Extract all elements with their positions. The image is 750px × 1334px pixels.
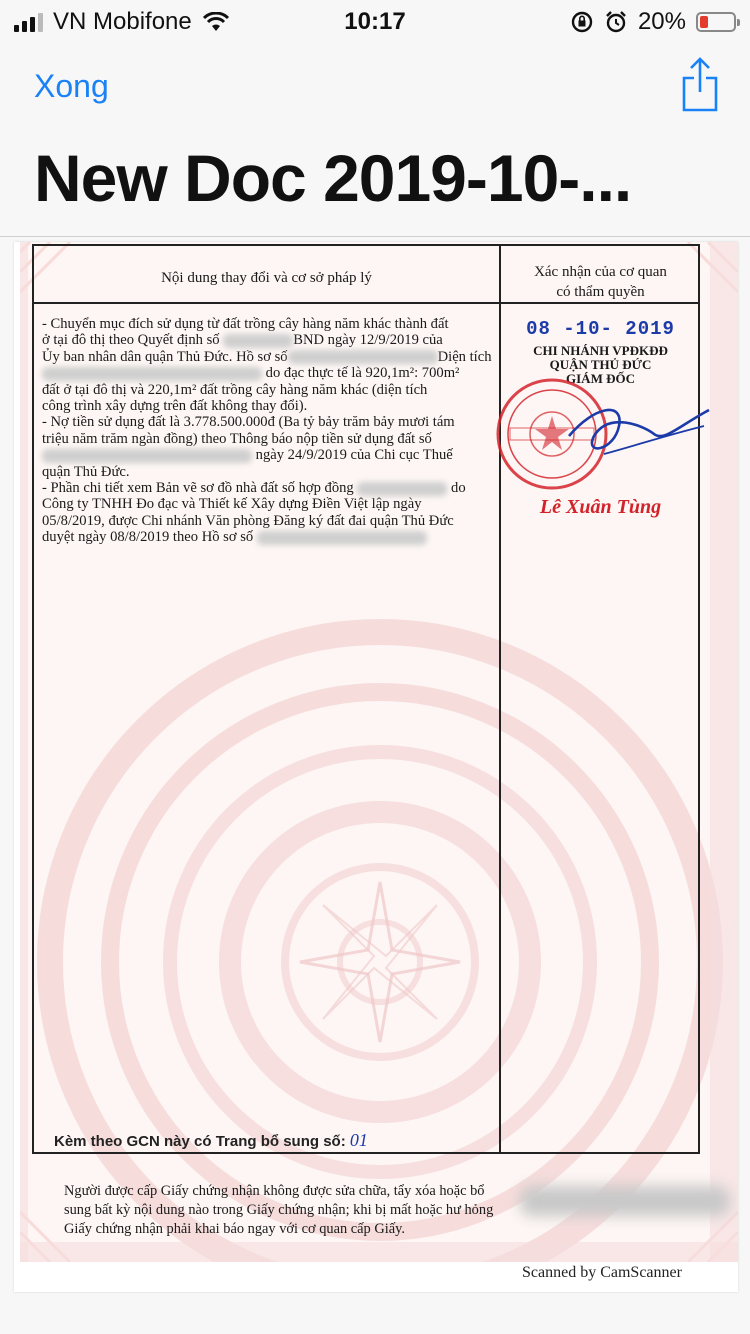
content-line: triệu năm trăm ngàn đồng) theo Thông báo nộp tiền sử dụng đất số bbox=[42, 430, 432, 447]
status-bar bbox=[0, 0, 750, 40]
attachment-number: 01 bbox=[349, 1130, 368, 1150]
approval-header-line-2: có thẩm quyền bbox=[556, 284, 645, 300]
document-page bbox=[20, 242, 738, 1262]
table-header-divider bbox=[34, 302, 698, 304]
scanner-watermark: Scanned by CamScanner bbox=[522, 1264, 682, 1281]
document-viewer[interactable] bbox=[14, 242, 738, 1292]
content-line: do đạc thực tế là 920,1m²: 700m² bbox=[42, 365, 497, 381]
content-line: Công ty TNHH Đo đạc và Thiết kế Xây dựng Điền Việt lập ngày bbox=[42, 496, 422, 513]
rotation-lock-icon bbox=[570, 10, 594, 34]
signature-icon bbox=[564, 396, 714, 466]
changes-content bbox=[42, 316, 497, 546]
branch-line-3: GIÁM ĐỐC bbox=[566, 371, 635, 386]
content-line: - Phần chi tiết xem Bản vẽ sơ đồ nhà đất số hợp đồng do bbox=[42, 480, 466, 497]
navigation-bar bbox=[0, 40, 750, 237]
branch-line-2: QUẬN THỦ ĐỨC bbox=[549, 357, 652, 372]
approval-date-stamp: 08 -10- 2019 bbox=[526, 318, 675, 340]
signer-name: Lê Xuân Tùng bbox=[539, 496, 662, 518]
content-line: - Nợ tiền sử dụng đất là 3.778.500.000đ (Ba tỷ bảy trăm bảy mươi tám bbox=[42, 414, 455, 431]
changes-column-header: Nội dung thay đổi và cơ sở pháp lý bbox=[161, 270, 372, 286]
content-line: Ủy ban nhân dân quận Thủ Đức. Hồ sơ số Diện tích bbox=[42, 348, 492, 365]
share-icon[interactable] bbox=[680, 56, 720, 112]
battery-icon bbox=[696, 12, 736, 32]
content-line: quận Thủ Đức. bbox=[42, 463, 130, 480]
clock-time: 10:17 bbox=[344, 8, 406, 35]
attachment-label: Kèm theo GCN này có Trang bổ sung số: bbox=[54, 1133, 346, 1150]
battery-percent: 20% bbox=[637, 8, 686, 35]
content-line: duyệt ngày 08/8/2019 theo Hồ sơ số bbox=[42, 529, 497, 545]
status-right bbox=[570, 8, 736, 36]
content-line: ở tại đô thị theo Quyết định số BND ngày 12/9/2019 của bbox=[42, 332, 443, 349]
branch-line-1: CHI NHÁNH VPĐKĐĐ bbox=[533, 343, 668, 358]
content-line: - Chuyển mục đích sử dụng từ đất trồng cây hàng năm khác thành đất bbox=[42, 316, 449, 332]
content-line: ngày 24/9/2019 của Chi cục Thuế bbox=[42, 447, 497, 463]
changes-table bbox=[32, 244, 700, 1154]
redacted-area bbox=[520, 1186, 730, 1216]
content-line: công trình xây dựng trên đất không thay đổi). bbox=[42, 398, 308, 415]
approval-header-line-1: Xác nhận của cơ quan bbox=[534, 264, 667, 280]
content-line: 05/8/2019, được Chi nhánh Văn phòng Đăng ký đất đai quận Thủ Đức bbox=[42, 512, 454, 529]
done-button[interactable]: Xong bbox=[34, 68, 109, 104]
alarm-icon bbox=[604, 10, 628, 34]
content-line: đất ở tại đô thị và 220,1m² đất trồng cây hàng năm khác (diện tích bbox=[42, 381, 428, 398]
carrier-name: VN Mobifone bbox=[53, 8, 192, 35]
footer-warning: Người được cấp Giấy chứng nhận không được sửa chữa, tẩy xóa hoặc bổ sung bất kỳ nội dung nào trong Giấy chứng nhận; khi bị mất hoặc hư hỏng Giấy chứng nhận phải khai báo ngay với cơ quan cấp Giấy. bbox=[64, 1183, 494, 1237]
attachment-note bbox=[54, 1130, 368, 1151]
approval-column-header bbox=[501, 262, 700, 302]
page-title: New Doc 2019-10-... bbox=[34, 141, 632, 215]
